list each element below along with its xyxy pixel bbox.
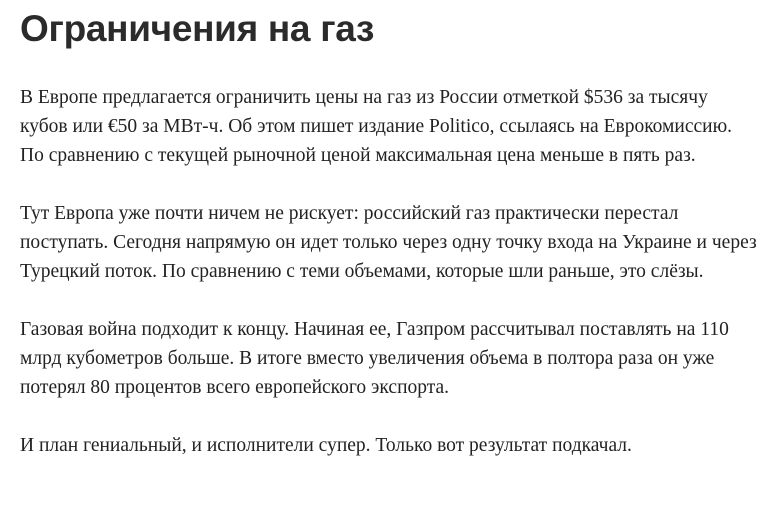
article-paragraph-4: И план гениальный, и исполнители супер. Только вот результат подкачал. xyxy=(20,435,632,456)
article xyxy=(20,0,760,460)
article-paragraph-2: Тут Европа уже почти ничем не рискует: российский газ практически перестал поступать. Сегодня напрямую он идет только через одну точку входа на Украине и через Турецкий поток. По сравнению с теми объемами, которые шли раньше, это слёзы. xyxy=(20,203,757,282)
article-paragraph-1: В Европе предлагается ограничить цены на газ из России отметкой $536 за тысячу кубов или €50 за МВт-ч. Об этом пишет издание Politico, ссылаясь на Еврокомиссию. По сравнению с текущей рыночной ценой максимальная цена меньше в пять раз. xyxy=(20,87,733,166)
article-paragraph-3: Газовая война подходит к концу. Начиная ее, Газпром рассчитывал поставлять на 110 млрд кубометров больше. В итоге вместо увеличения объема в полтора раза он уже потерял 80 процентов всего европейского экспорта. xyxy=(20,319,729,398)
article-title: Ограничения на газ xyxy=(20,8,375,49)
